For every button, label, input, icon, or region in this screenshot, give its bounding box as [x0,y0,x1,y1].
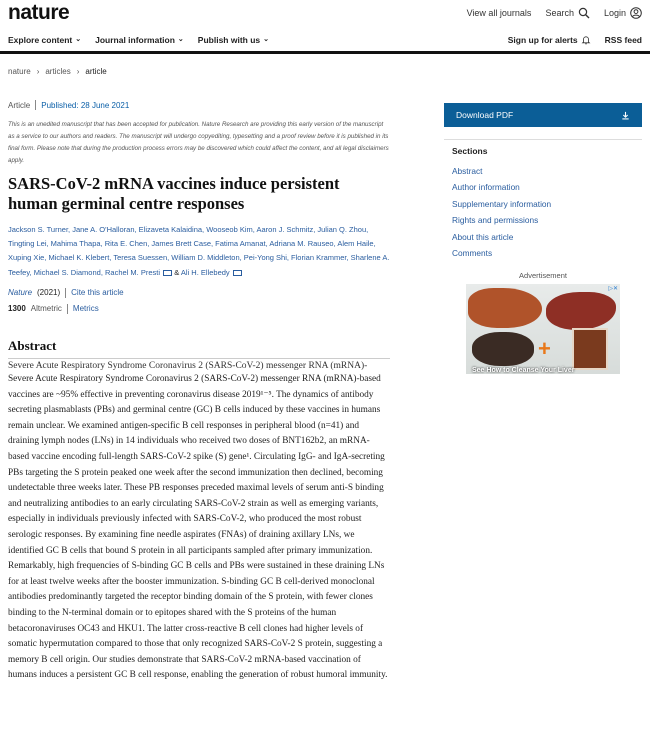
section-link-rights-and-permissions[interactable]: Rights and permissions [452,215,539,226]
cite-this-article-link[interactable]: Cite this article [71,288,124,298]
nav-explore-content[interactable]: Explore content ⌄ [8,35,82,45]
chevron-down-icon: ⌄ [177,36,184,43]
authors-and: & [174,267,180,277]
article-type: Article [8,100,31,110]
author-list [8,223,390,280]
altmetric-label[interactable]: Altmetric [30,304,62,314]
main-nav [0,30,650,54]
chevron-right-icon: › [76,67,80,76]
view-all-journals-link[interactable]: View all journals [466,8,532,18]
accesses-count: 1300 [8,304,26,314]
abstract-heading: Abstract [8,338,390,359]
article-header [8,100,390,314]
divider [35,100,36,110]
plus-icon: + [538,336,551,362]
download-icon [621,111,630,120]
ad-image-liver [468,288,542,328]
chevron-right-icon: › [36,67,40,76]
breadcrumb-articles[interactable]: articles [45,67,71,76]
nature-logo[interactable]: nature [8,1,70,24]
section-link-about-this-article[interactable]: About this article [452,231,514,242]
journal-line [8,288,390,298]
sections-list [452,166,642,264]
advertisement-banner[interactable] [466,284,620,374]
sections-panel [444,139,642,264]
breadcrumb-nature[interactable]: nature [8,67,31,76]
nav-publish-with-us[interactable]: Publish with us ⌄ [197,35,270,45]
sections-heading: Sections [452,146,488,156]
top-links [467,7,642,19]
email-icon[interactable] [163,270,172,276]
search-button[interactable]: Search [545,7,590,19]
authors[interactable]: Jackson S. Turner, Jane A. O'Halloran, Elizaveta Kalaidina, Wooseob Kim, Aaron J. Schmitz, Julian Q. Zhou, Tingting Lei, Mahima Thapa, Rita E. Chen, James Brett Case, Fatima Amanat, Adriana M. Rauseo, Alem Haile, Xuping Xie, Michael K. Klebert, Teresa Suessen, William D. Middleton, Pei-Yong Shi, Florian Krammer, Sharlene A. Teefey, Michael S. Diamond, Rachel M. Presti [8,225,390,277]
breadcrumb-article: article [85,67,107,76]
metrics-link[interactable]: Metrics [72,304,99,314]
divider [65,288,66,298]
sidebar [444,103,642,374]
section-link-author-information[interactable]: Author information [452,182,520,193]
ad-image-liver [546,292,616,330]
last-author[interactable]: Ali H. Ellebedy [180,267,230,277]
ad-image-glass [572,328,608,370]
unedited-manuscript-notice: This is an unedited manuscript that has been accepted for publication. Nature Research are providing this early version of the manuscript as a service to our authors and readers. The manuscript will undergo copyediting, typesetting and a proof review before it is published in its final form. Please note that during the production process errors may be discovered which could affect the content, and all legal disclaimers apply. [8,121,389,164]
journal-year: (2021) [37,288,61,298]
advertisement-label: Advertisement [519,271,567,281]
search-icon [578,7,590,19]
nav-right [508,35,642,45]
divider [67,304,68,314]
journal-name[interactable]: Nature [8,288,33,298]
section-link-abstract[interactable]: Abstract [452,166,483,176]
published-date: Published: 28 June 2021 [41,100,130,110]
chevron-down-icon: ⌄ [263,36,270,43]
article-title: SARS-CoV-2 mRNA vaccines induce persistent human germinal centre responses [8,174,340,213]
article-metrics [8,304,390,314]
login-button[interactable]: Login [604,7,642,19]
user-icon [630,7,642,19]
download-pdf-button[interactable]: Download PDF [444,103,642,127]
abstract-overlap-line: Severe Acute Respiratory Syndrome Coronavirus 2 (SARS-CoV-2) messenger RNA (mRNA)- [8,361,368,370]
section-link-comments[interactable]: Comments [452,247,493,258]
top-bar [0,0,650,30]
ad-caption: See How to Cleanse Your Liver [472,367,575,375]
ad-choices-icon[interactable]: ▷✕ [608,286,618,293]
nav-left [8,35,269,45]
email-icon[interactable] [233,270,242,276]
sign-up-alerts-link[interactable]: Sign up for alerts [508,35,591,45]
chevron-down-icon: ⌄ [75,36,82,43]
breadcrumb [8,67,107,76]
article-meta [8,100,390,110]
ad-image-beans [472,332,534,366]
nav-journal-information[interactable]: Journal information ⌄ [95,35,184,45]
rss-feed-link[interactable]: RSS feed [604,35,642,45]
bell-icon [581,35,591,45]
section-link-supplementary-information[interactable]: Supplementary information [452,198,552,209]
abstract-text: Severe Acute Respiratory Syndrome Coronavirus 2 (SARS-CoV-2) messenger RNA (mRNA)-based vaccines are ~95% effective in preventing coronavirus disease 2019¹⁻⁵. The dynamics of antibody secreting plasmablasts (PBs) and germinal centre (GC) B cells induced by these vaccines in humans remain unclear. We examined antigen-specific B cell responses in peripheral blood (n=41) and draining lymph nodes (LNs) in 14 individuals who received two doses of BNT162b2, an mRNA-based vaccine encoding full-length SARS-CoV-2 spike (S) gene¹. Circulating IgG- and IgA-secreting PBs targeting the S protein peaked one week after the second immunization then declined, becoming undetectable three weeks later. These PB responses preceded maximal levels of serum anti-S binding and neutralizing antibodies to an early circulating SARS-CoV-2 strain as well as emerging variants, especially in individuals previously infected with SARS-CoV-2, who produced the most robust serologic responses. By examining fine needle aspirates (FNAs) of draining axillary LNs, we identified GC B cells that bound S protein in all participants sampled after primary immunization. Remarkably, high frequencies of S-binding GC B cells and PBs were sustained in these draining LNs for at least twelve weeks after the booster immunization. S-binding GC B cell-derived monoclonal antibodies predominantly targeted the receptor binding domain of the S protein, with fewer clones binding to the N-terminal domain or to epitopes shared with the S proteins of the human betacoronaviruses OC43 and HKU1. The latter cross-reactive B cell clones had higher levels of somatic hypermutation compared to those that only recognized SARS-CoV-2 S protein, suggesting a memory B cell origin. Our studies demonstrate that SARS-CoV-2 mRNA-based vaccination of humans induces a persistent GC B cell response, enabling the generation of robust humoral immunity. [8,374,388,681]
